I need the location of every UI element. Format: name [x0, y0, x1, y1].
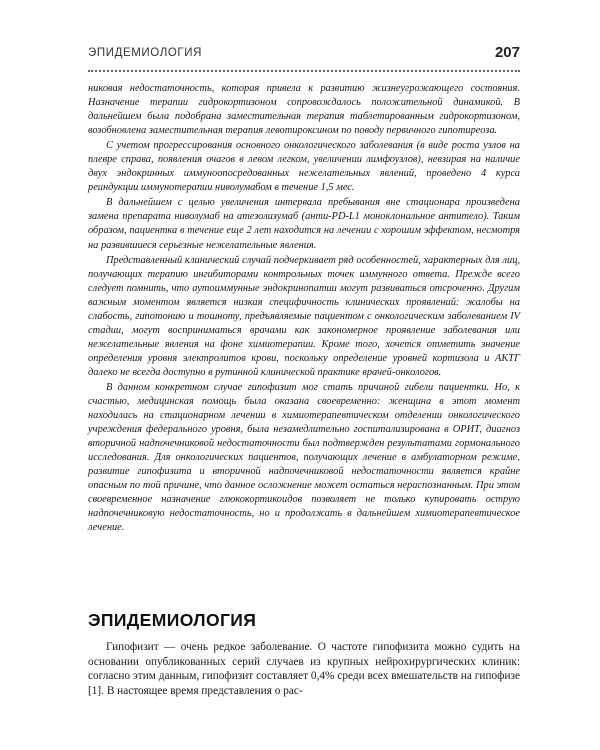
body-text: [88, 640, 520, 698]
case-paragraph: никовая недостаточность, которая привела к развитию жизнеугрожающего состояния. Назначение терапии гидрокортизоном сопровождалось положительной динамикой. В дальнейшем была подобрана заместительная терапия таблетированным гидрокортизоном, возобновлена заместительная терапия левотироксином по поводу первичного гипотиреоза.: [88, 83, 520, 137]
case-paragraph: В дальнейшем с целью увеличения интервала пребывания вне стационара произведена замена препарата ниволумаб на атезолизумаб (анти-PD-L1 моноклональное антитело). Таким образом, пациентка в течение еще 2 лет находится на лечении с хорошим эффектом, несмотря на развившиеся серьезные нежелательные явления.: [88, 197, 520, 251]
header-dotted-rule: [88, 70, 520, 72]
page-number: 207: [494, 44, 520, 61]
running-head: [88, 44, 520, 65]
case-paragraph: С учетом прогрессирования основного онкологического заболевания (в виде роста узлов на плевре справа, появления очагов в левом легком, увеличении лимфоузлов), невзирая на наличие двух эндокринных иммуноопосредованных нежелательных явлений, проведено 4 курса реиндукции иммунотерапии ниволумабом в течение 1,5 мес.: [88, 140, 520, 194]
section-heading: ЭПИДЕМИОЛОГИЯ: [88, 610, 257, 630]
case-paragraph: В данном конкретном случае гипофизит мог стать причиной гибели пациентки. Но, к счастью, медицинская помощь была оказана своевременно: женщина в этот момент находилась на стационарном лечении в химиотерапевтическом отделении онкологического учреждения федерального уровня, была незамедлительно госпитализирована в ОРИТ, диагноз вторичной надпочечниковой недостаточности был подтвержден результатами гормонального исследования. Для онкологических пациентов, получающих лечение в амбулаторном режиме, развитие гипофизита и вторичной надпочечниковой недостаточности является крайне опасным по той причине, что данное осложнение может остаться нераспознанным. При этом своевременное назначение глюкокортикоидов позволяет не только купировать острую надпочечниковую недостаточность, но и продолжать в дальнейшем химиотерапевтическое лечение.: [88, 381, 520, 534]
case-report-text: [88, 82, 520, 537]
case-paragraph: Представленный клинический случай подчеркивает ряд особенностей, характерных для лиц, получающих терапию ингибиторами контрольных точек иммунного ответа. Прежде всего следует помнить, что аутоиммунные эндокринопатии могут развиваться отсроченно. Другим важным моментом является низкая специфичность клинических проявлений: жалобы на слабость, гипотонию и тошноту, предъявляемые пациентом с онкологическим заболеванием IV стадии, могут восприниматься врачами как закономерное проявление заболевания или нежелательные явления на фоне химиотерапии. Кроме того, хочется отметить значение определения уровня электролитов крови, поскольку определение уровней кортизола и АКТГ далеко не всегда доступно в рутинной клинической практике врачей-онкологов.: [88, 254, 520, 378]
body-paragraph: Гипофизит — очень редкое заболевание. О частоте гипофизита можно судить на основании опубликованных серий случаев из крупных нейрохирургических клиник: согласно этим данным, гипофизит составляет 0,4% среди всех вмешательств на гипофизе [1]. В настоящее время представления о рас-: [88, 641, 520, 697]
running-head-section: ЭПИДЕМИОЛОГИЯ: [88, 47, 203, 59]
